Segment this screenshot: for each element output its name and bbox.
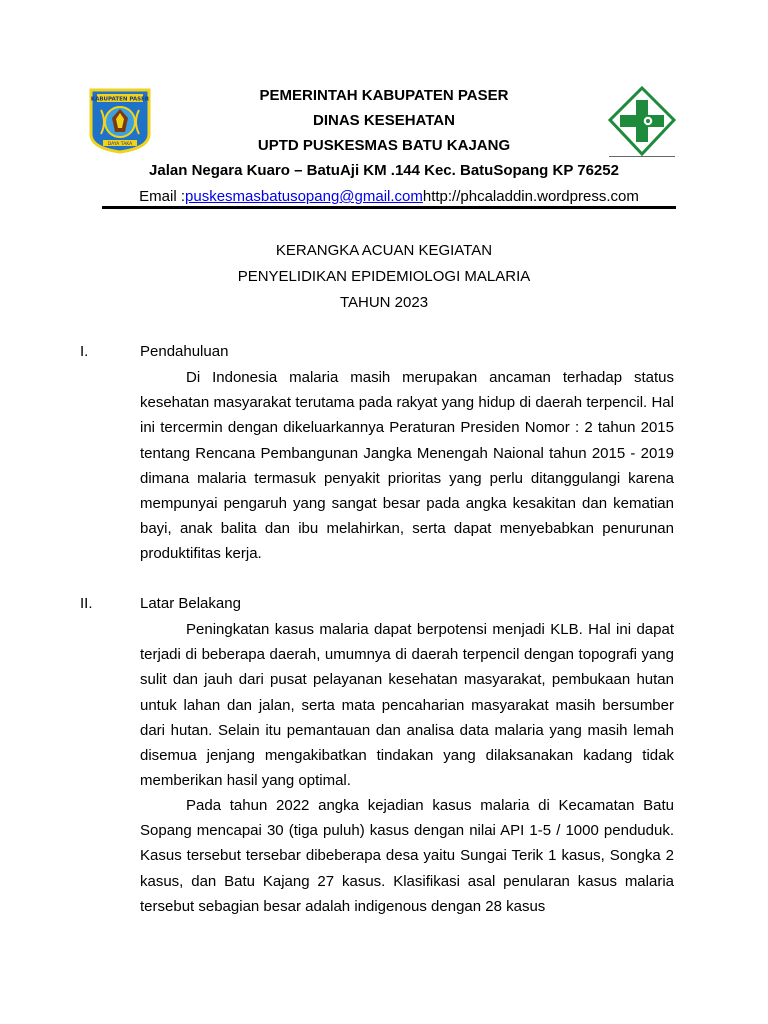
section-1-number: I. — [80, 343, 89, 360]
emblem-top-text: KABUPATEN PASER — [90, 96, 150, 103]
letterhead-government: PEMERINTAH KABUPATEN PASER — [259, 87, 509, 104]
section-1-heading: Pendahuluan — [140, 343, 229, 360]
section-2-paragraph-1: Peningkatan kasus malaria dapat berpotensi menjadi KLB. Hal ini dapat terjadi di beberapa daerah, umumnya di daerah terpencil dengan topografi yang sulit dan jauh dari pusat pelayanan kesehatan masyarakat, pembukaan hutan untuk lahan dan jalan, serta mata pencaharian masyarakat masih bersumber dari hutan. Selain itu pemantauan dan analisa data malaria yang masih lemah disemua jenjang mengakibatkan tindakan yang dilaksanakan kadang tidak memberikan hasil yang optimal. — [140, 621, 674, 790]
logo-underline — [609, 156, 675, 157]
letterhead-institution: UPTD PUSKESMAS BATU KAJANG — [257, 137, 511, 154]
section-2-heading: Latar Belakang — [140, 595, 241, 612]
section-1-paragraph: Di Indonesia malaria masih merupakan ancaman terhadap status kesehatan masyarakat terutama pada rakyat yang hidup di daerah terpencil. Hal ini tercermin dengan dikeluarkannya Peraturan Presiden Nomor : 2 tahun 2015 tentang Rencana Pembangunan Jangka Menengah Naional tahun 2015 - 2019 dimana malaria termasuk penyakit prioritas yang perlu ditanggulangi karena mempunyai pengaruh yang sangat besar pada angka kesakitan dan kematian bayi, anak balita dan ibu melahirkan, serta dapat menyebabkan penurunan produktifitas kerja. — [140, 369, 674, 563]
letterhead-divider — [102, 206, 676, 209]
letterhead-department: DINAS KESEHATAN — [313, 112, 455, 129]
email-label: Email : — [139, 188, 186, 205]
email-link[interactable]: puskesmasbatusopang@gmail.com — [185, 188, 423, 205]
section-2-number: II. — [80, 595, 93, 612]
emblem-bottom-text: DAYA TAKA — [107, 142, 133, 147]
doc-title-line3: TAHUN 2023 — [339, 294, 429, 311]
doc-title-line1: KERANGKA ACUAN KEGIATAN — [275, 242, 493, 259]
doc-title-line2: PENYELIDIKAN EPIDEMIOLOGI MALARIA — [237, 268, 531, 285]
letterhead-contact — [0, 188, 768, 206]
section-2-paragraph-2: Pada tahun 2022 angka kejadian kasus malaria di Kecamatan Batu Sopang mencapai 30 (tiga puluh) kasus dengan nilai API 1-5 / 1000 penduduk. Kasus tersebut tersebar dibeberapa desa yaitu Sungai Terik 1 kasus, Songka 2 kasus, dan Batu Kajang 27 kasus. Klasifikasi asal penularan kasus malaria tersebut sebagian besar adalah indigenous dengan 28 kasus — [140, 797, 674, 915]
website-text: http://phcaladdin.wordpress.com — [422, 188, 639, 205]
letterhead-address: Jalan Negara Kuaro – BatuAji KM .144 Kec. BatuSopang KP 76252 — [149, 162, 619, 179]
